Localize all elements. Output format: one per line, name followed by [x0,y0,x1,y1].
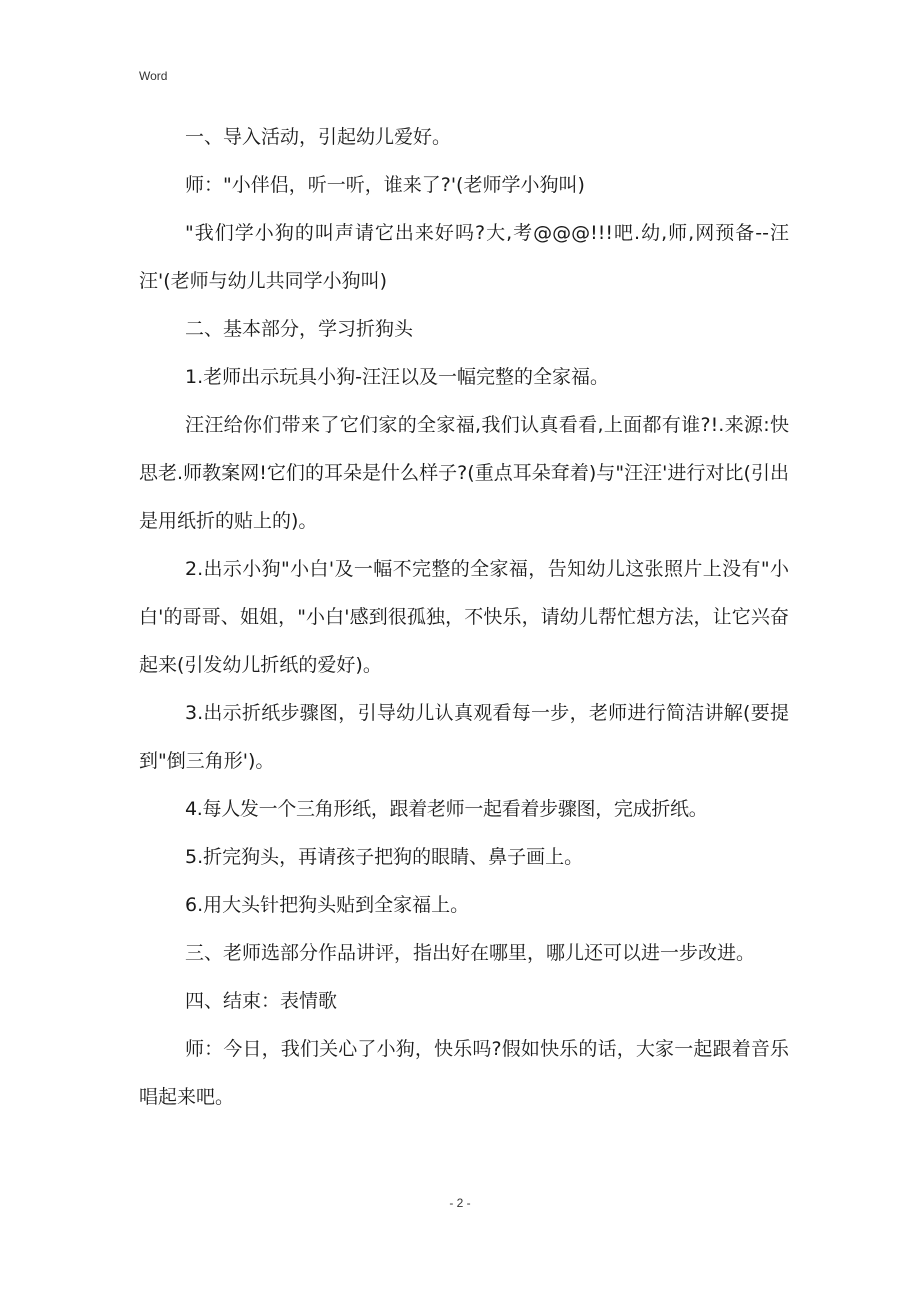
header-label: Word [139,69,168,83]
document-body [139,113,789,1121]
paragraph-step-5: 5.折完狗头，再请孩子把狗的眼睛、鼻子画上。 [185,846,584,868]
paragraph-call-puppy: "我们学小狗的叫声请它出来好吗?大,考@@@!!!吧.幼,师,网预备--汪汪'(老师与幼儿共同学小狗叫) [139,222,789,292]
paragraph-step-2: 2.出示小狗"小白'及一幅不完整的全家福，告知幼儿这张照片上没有"小白'的哥哥、姐姐，"小白'感到很孤独，不快乐，请幼儿帮忙想方法，让它兴奋起来(引发幼儿折纸的爱好)。 [139,558,789,676]
paragraph-basic-heading: 二、基本部分，学习折狗头 [185,318,414,340]
paragraph-review-heading: 三、老师选部分作品讲评，指出好在哪里，哪儿还可以进一步改进。 [185,942,756,964]
paragraph-closing: 师：今日，我们关心了小狗，快乐吗?假如快乐的话，大家一起跟着音乐唱起来吧。 [139,1038,789,1108]
paragraph-step-6: 6.用大头针把狗头贴到全家福上。 [185,894,470,916]
paragraph-teacher-greeting: 师："小伴侣，听一听，谁来了?'(老师学小狗叫) [185,174,585,196]
paragraph-ending-heading: 四、结束：表情歌 [185,990,338,1012]
paragraph-family-photo: 汪汪给你们带来了它们家的全家福,我们认真看看,上面都有谁?!.来源:快思老.师教案网!它们的耳朵是什么样子?(重点耳朵耷着)与"汪汪'进行对比(引出是用纸折的贴上的)。 [139,414,789,532]
paragraph-step-4: 4.每人发一个三角形纸，跟着老师一起看着步骤图，完成折纸。 [185,798,708,820]
paragraph-intro-heading: 一、导入活动，引起幼儿爱好。 [185,126,452,148]
paragraph-step-3: 3.出示折纸步骤图，引导幼儿认真观看每一步，老师进行简洁讲解(要提到"倒三角形')。 [139,702,789,772]
paragraph-step-1: 1.老师出示玩具小狗-汪汪以及一幅完整的全家福。 [185,366,609,388]
page-number: - 2 - [449,1196,471,1210]
